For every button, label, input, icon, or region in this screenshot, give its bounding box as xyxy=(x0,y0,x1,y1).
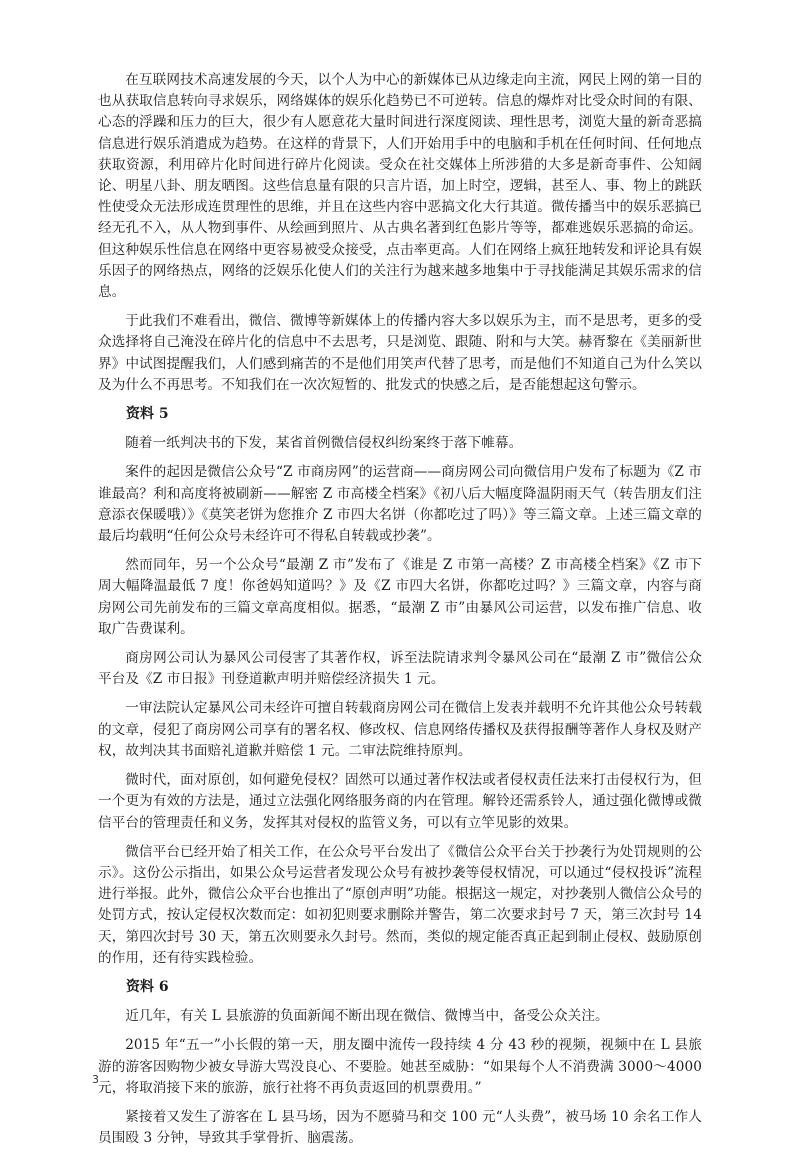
paragraph: 在互联网技术高速发展的今天，以个人为中心的新媒体已从边缘走向主流，网民上网的第一目的也从获取信息转向寻求娱乐，网络媒体的娱乐化趋势已不可逆转。信息的爆炸对比受众时间的有限、心态的浮躁和压力的巨大，很少有人愿意花大量时间进行深度阅读、理性思考，浏览大量的新奇恶搞信息进行娱乐消遣成为趋势。在这样的背景下，人们开始用手中的电脑和手机在任何时间、任何地点获取资源，利用碎片化时间进行碎片化阅读。受众在社交媒体上所涉猎的大多是新奇事件、公知阔论、明星八卦、朋友晒图。这些信息量有限的只言片语，加上时空，逻辑，甚至人、事、物上的跳跃性使受众无法形成连贯理性的思维，并且在这些内容中恶搞文化大行其道。微传播当中的娱乐恶搞已经无孔不入，从人物到事件、从绘画到照片、从古典名著到红色影片等等，都难逃娱乐恶搞的命运。但这种娱乐性信息在网络中更容易被受众接受，点击率更高。人们在网络上疯狂地转发和评论具有娱乐因子的网络热点，网络的泛娱乐化使人们的关注行为越来越多地集中于寻找能满足其娱乐需求的信息。 xyxy=(98,72,702,301)
paragraph: 案件的起因是微信公众号“Z 市商房网”的运营商——商房网公司向微信用户发布了标题为《Z 市谁最高？利和高度将被刷新——解密 Z 市高楼全档案》《初八后大幅度降温阴雨天气（转告朋友们注意添衣保暖哦）》《莫笑老饼为您推介 Z 市四大名饼（你都吃过了吗）》等三篇文章。上述三篇文章的最后均载明“任何公众号未经许可不得私自转载或抄袭”。 xyxy=(98,464,702,545)
paragraph: 2015 年“五一”小长假的第一天，朋友圈中流传一段持续 4 分 43 秒的视频，视频中在 L 县旅游的游客因购物少被女导游大骂没良心、不要脸。她甚至威胁：“如果每个人不消费满 3000～4000 元，将取消接下来的旅游，旅行社将不再负责返回的机票费用。” xyxy=(98,1037,702,1096)
document-body xyxy=(98,70,702,1157)
paragraph: 然而同年，另一个公众号“最潮 Z 市”发布了《谁是 Z 市第一高楼？Z 市高楼全档案》《Z 市下周大幅降温最低 7 度！你爸妈知道吗？》及《Z 市四大名饼，你都吃过吗？》三篇文章，内容与商房网公司先前发布的三篇文章高度相似。据悉，“最潮 Z 市”由暴风公司运营，以发布推广信息、收取广告费谋利。 xyxy=(98,557,702,637)
paragraph: 近几年，有关 L 县旅游的负面新闻不断出现在微信、微博当中，备受公众关注。 xyxy=(125,1008,609,1025)
paragraph: 一审法院认定暴风公司未经许可擅自转载商房网公司在微信上发表并载明不允许其他公众号转载的文章，侵犯了商房网公司享有的署名权、修改权、信息网络传播权及获得报酬等著作人身权及财产权，故判决其书面赔礼道歉并赔偿 1 元。二审法院维持原判。 xyxy=(98,700,702,759)
paragraph: 商房网公司认为暴风公司侵害了其著作权，诉至法院请求判令暴风公司在“最潮 Z 市”微信公众平台及《Z 市日报》刊登道歉声明并赔偿经济损失 1 元。 xyxy=(98,650,702,688)
paragraph: 随着一纸判决书的下发，某省首例微信侵权纠纷案终于落下帷幕。 xyxy=(125,435,523,452)
paragraph: 于此我们不难看出，微信、微博等新媒体上的传播内容大多以娱乐为主，而不是思考，更多的受众选择将自己淹没在碎片化的信息中不去思考，只是浏览、跟随、附和与大笑。赫胥黎在《美丽新世界》中试图提醒我们，人们感到痛苦的不是他们用笑声代替了思考，而是他们不知道自己为什么笑以及为什么不再思考。不知我们在一次次短暂的、批发式的快感之后，是否能想起这句警示。 xyxy=(98,313,702,393)
section-heading: 资料 6 xyxy=(126,978,169,995)
page-number: 3 xyxy=(92,1073,99,1086)
paragraph: 微时代，面对原创，如何避免侵权？固然可以通过著作权法或者侵权责任法来打击侵权行为，但一个更为有效的方法是，通过立法强化网络服务商的内在管理。解铃还需系铃人，通过强化微博或微信平台的管理责任和义务，发挥其对侵权的监管义务，可以有立竿见影的效果。 xyxy=(98,772,702,831)
section-heading: 资料 5 xyxy=(126,406,169,423)
paragraph: 微信平台已经开始了相关工作，在公众号平台发出了《微信公众平台关于抄袭行为处罚规则的公示》。这份公示指出，如果公众号运营者发现公众号有被抄袭等侵权情况，可以通过“侵权投诉”流程进行举报。此外，微信公众平台也推出了“原创声明”功能。根据这一规定，对抄袭别人微信公众号的处罚方式，按认定侵权次数而定：如初犯则要求删除并警告，第二次要求封号 7 天，第三次封号 14 天，第四次封号 30 天，第五次则要永久封号。然而，类似的规定能否真正起到制止侵权、鼓励原创的作用，还有待实践检验。 xyxy=(98,843,702,966)
paragraph: 紧接着又发生了游客在 L 县马场，因为不愿骑马和交 100 元“人头费”，被马场 10 余名工作人员围殴 3 分钟，导致其手掌骨折、脑震荡。 xyxy=(98,1108,702,1147)
